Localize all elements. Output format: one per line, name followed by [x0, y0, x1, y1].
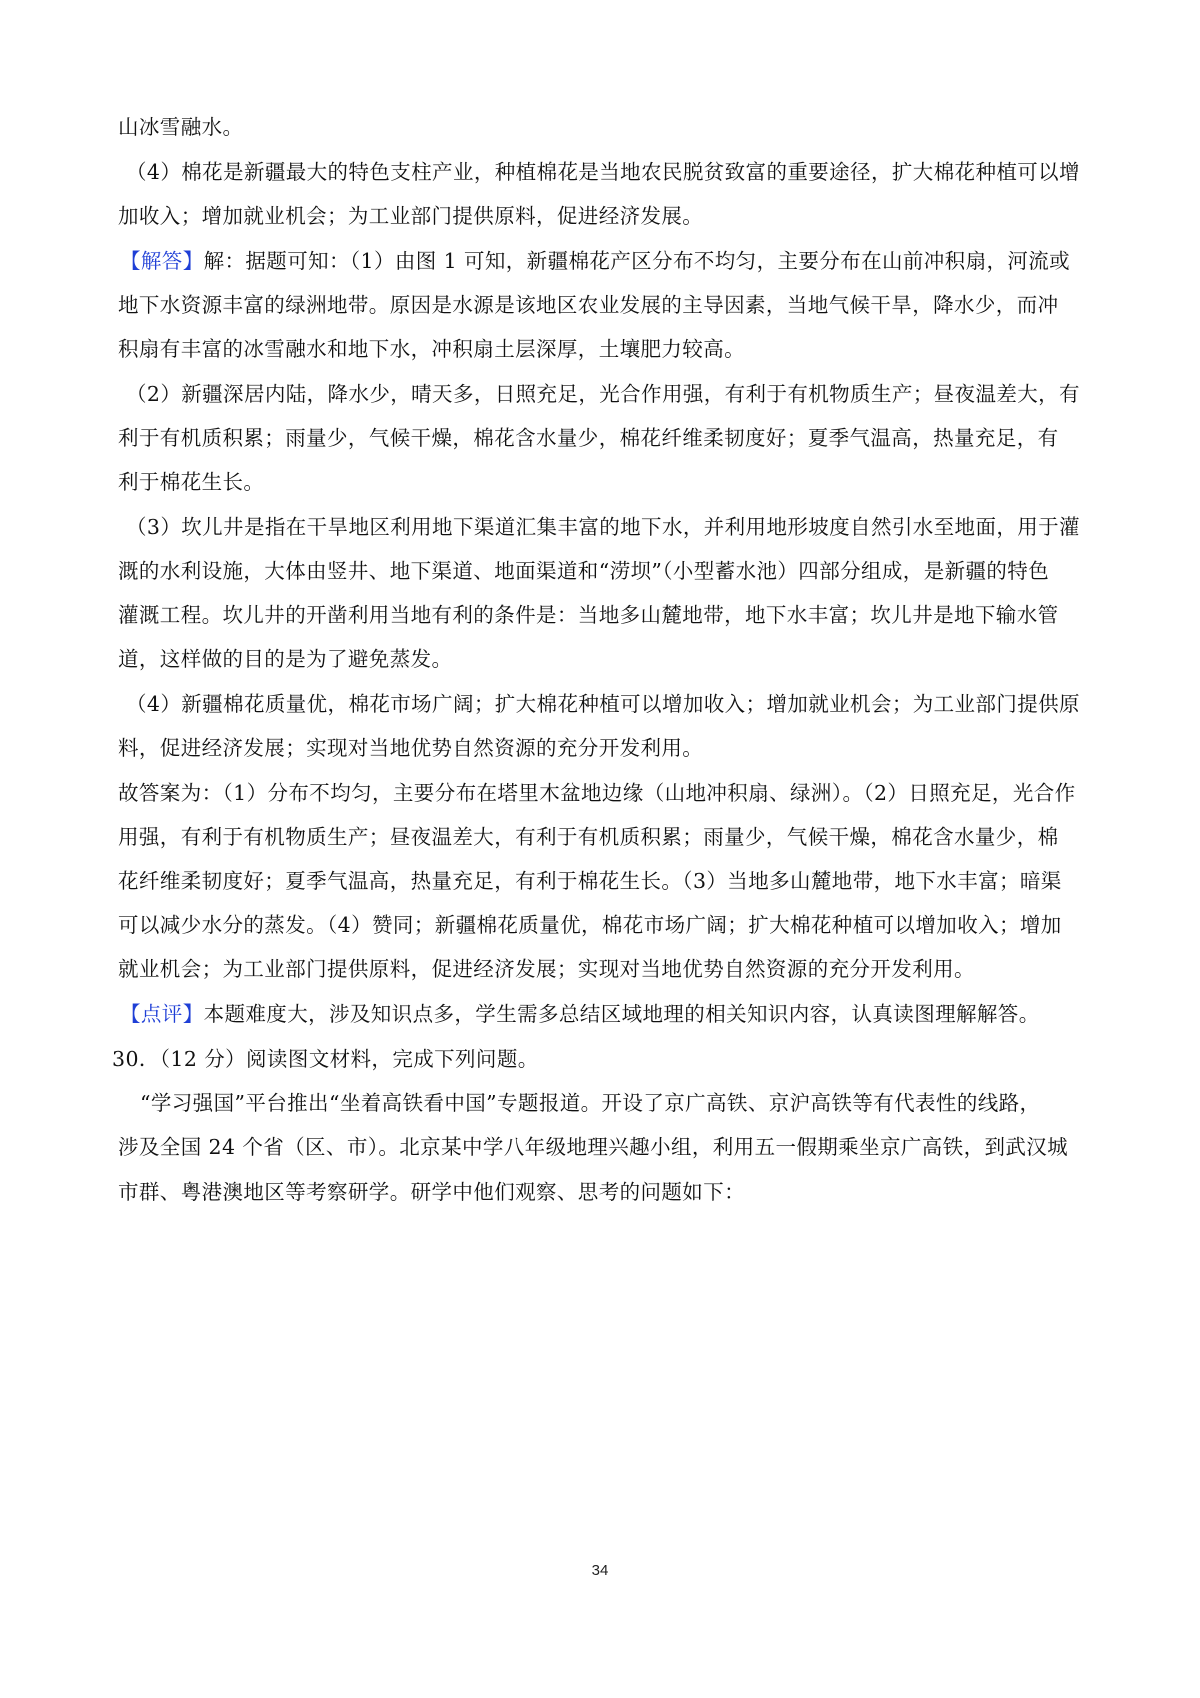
page-number: 34 [591, 1562, 609, 1579]
solution-line [120, 247, 1070, 275]
text-line: 就业机会；为工业部门提供原料，促进经济发展；实现对当地优势自然资源的充分开发利用。 [118, 957, 975, 981]
text-line: 溉的水利设施，大体由竖井、地下渠道、地面渠道和“涝坝”（小型蓄水池）四部分组成，是新疆的特色 [118, 559, 1050, 583]
text-line: 灌溉工程。坎儿井的开凿利用当地有利的条件是：当地多山麓地带，地下水丰富；坎儿井是地下输水管 [118, 603, 1059, 627]
text-line: （4）棉花是新疆最大的特色支柱产业，种植棉花是当地农民脱贫致富的重要途径，扩大棉花种植可以增 [126, 160, 1080, 184]
text-line: 道，这样做的目的是为了避免蒸发。 [118, 647, 453, 671]
text-line: 料，促进经济发展；实现对当地优势自然资源的充分开发利用。 [118, 736, 704, 760]
text-line: 可以减少水分的蒸发。（4）赞同；新疆棉花质量优，棉花市场广阔；扩大棉花种植可以增加收入；增加 [118, 913, 1062, 937]
text-line: 山冰雪融水。 [118, 115, 244, 139]
review-tag: 【点评】 [120, 1002, 204, 1026]
text-line: 积扇有丰富的冰雪融水和地下水，冲积扇土层深厚，土壤肥力较高。 [118, 337, 745, 361]
review-line [120, 1000, 1040, 1028]
text-line: 利于有机质积累；雨量少，气候干燥，棉花含水量少，棉花纤维柔韧度好；夏季气温高，热量充足，有 [118, 426, 1059, 450]
text-line: 用强，有利于有机物质生产；昼夜温差大，有利于有机质积累；雨量少，气候干燥，棉花含水量少，棉 [118, 825, 1059, 849]
text-line: “学习强国”平台推出“坐着高铁看中国”专题报道。开设了京广高铁、京沪高铁等有代表性的线路， [140, 1091, 1041, 1115]
text-line: 涉及全国 24 个省（区、市）。北京某中学八年级地理兴趣小组，利用五一假期乘坐京广高铁，到武汉城 [118, 1135, 1069, 1159]
text-line: （4）新疆棉花质量优，棉花市场广阔；扩大棉花种植可以增加收入；增加就业机会；为工业部门提供原 [126, 692, 1080, 716]
text-line: 花纤维柔韧度好；夏季气温高，热量充足，有利于棉花生长。（3）当地多山麓地带，地下水丰富；暗渠 [118, 869, 1062, 893]
question-header: 30．（12 分）阅读图文材料，完成下列问题。 [112, 1047, 539, 1071]
text-line: 地下水资源丰富的绿洲地带。原因是水源是该地区农业发展的主导因素，当地气候干旱，降水少，而冲 [118, 293, 1059, 317]
text-line: 市群、粤港澳地区等考察研学。研学中他们观察、思考的问题如下： [118, 1180, 745, 1204]
solution-text: 解：据题可知：（1）由图 1 可知，新疆棉花产区分布不均匀，主要分布在山前冲积扇，河流或 [203, 249, 1071, 273]
text-line: 故答案为：（1）分布不均匀，主要分布在塔里木盆地边缘（山地冲积扇、绿洲）。（2）日照充足，光合作 [118, 781, 1076, 805]
text-line: （2）新疆深居内陆，降水少，晴天多，日照充足，光合作用强，有利于有机物质生产；昼夜温差大，有 [126, 382, 1080, 406]
text-line: （3）坎儿井是指在干旱地区利用地下渠道汇集丰富的地下水，并利用地形坡度自然引水至地面，用于灌 [126, 515, 1080, 539]
solution-tag: 【解答】 [120, 249, 204, 273]
review-text: 本题难度大，涉及知识点多，学生需多总结区域地理的相关知识内容，认真读图理解解答。 [203, 1002, 1040, 1026]
text-line: 利于棉花生长。 [118, 470, 265, 494]
text-line: 加收入；增加就业机会；为工业部门提供原料，促进经济发展。 [118, 204, 704, 228]
